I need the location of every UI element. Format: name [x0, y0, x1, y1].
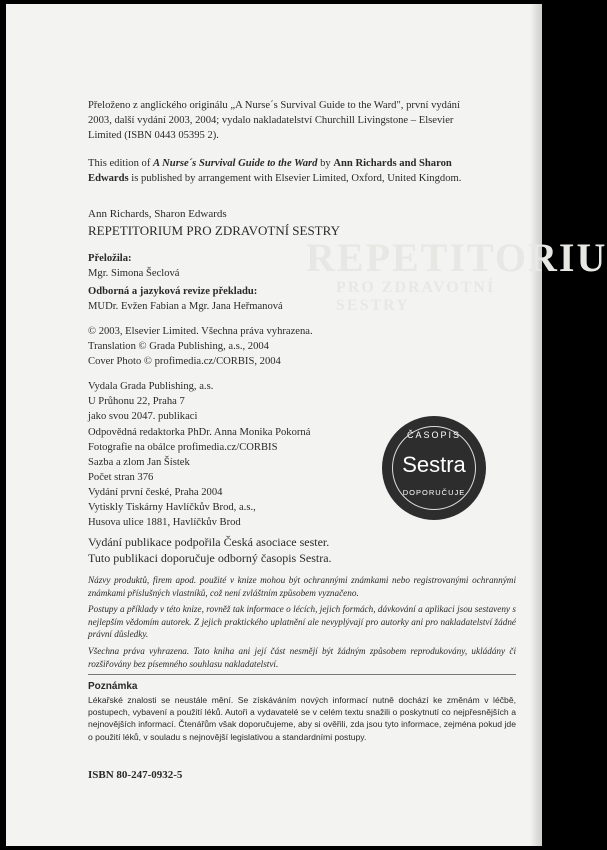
divider	[88, 674, 516, 675]
edition-statement	[88, 156, 516, 186]
reviewers-name: MUDr. Evžen Fabian a Mgr. Jana Heřmanová	[88, 301, 283, 312]
edition-text-3: is published by arrangement with Elsevier Limited, Oxford, United Kingdom.	[128, 173, 462, 184]
publisher-line-1: Vydala Grada Publishing, a.s.	[88, 381, 214, 392]
note-heading: Poznámka	[88, 681, 138, 692]
badge-mid-text: Sestra	[402, 452, 466, 477]
show-through-title: REPETITORIU	[306, 235, 607, 280]
book-heading	[88, 207, 516, 239]
isbn: ISBN 80-247-0932-5	[88, 769, 183, 781]
intro-line-1: Přeloženo z anglického originálu „A Nurse´s Survival Guide to the Ward", první vydání	[88, 100, 460, 111]
production-line-4: Počet stran 376	[88, 472, 154, 483]
production-line-2: Fotografie na obálce profimedia.cz/CORBIS	[88, 442, 278, 453]
edition-text-2: by	[317, 158, 334, 169]
page-edge-shadow	[530, 4, 542, 846]
edition-authors-2: Edwards	[88, 173, 129, 184]
publisher-line-2: U Průhonu 22, Praha 7	[88, 396, 185, 407]
show-through-subtitle: PRO ZDRAVOTNÍ SESTRY	[336, 279, 496, 314]
copyright-line-3: Cover Photo © profimedia.cz/CORBIS, 2004	[88, 356, 281, 367]
legal-liability: Postupy a příklady v této knize, rovněž tak informace o lécích, jejich formách, dávkování a aplikaci jsou sestaveny s nejlepším vědomím autorek. Z jejich praktického uplatnění ale nevyplývají pro autorky ani pro nakladatelství žádné právní důsledky.	[88, 604, 516, 640]
translator-block	[88, 251, 516, 314]
production-line-1: Odpovědná redaktorka PhDr. Anna Monika Pokorná	[88, 427, 311, 438]
legal-block	[88, 574, 516, 670]
support-line-2: Tuto publikaci doporučuje odborný časopis Sestra.	[88, 551, 332, 565]
support-line-1: Vydání publikace podpořila Česká asociace sester.	[88, 535, 330, 549]
badge-top-text: ČASOPIS	[406, 430, 461, 440]
production-line-5: Vydání první české, Praha 2004	[88, 487, 223, 498]
original-edition-note	[88, 98, 516, 143]
sestra-badge-logo	[382, 416, 486, 520]
book-page	[6, 4, 607, 846]
badge-bottom-text: DOPORUČUJE	[402, 488, 466, 497]
support-block	[88, 534, 516, 566]
edition-title: A Nurse´s Survival Guide to the Ward	[153, 158, 318, 169]
translator-label: Přeložila:	[88, 253, 132, 264]
book-authors: Ann Richards, Sharon Edwards	[88, 208, 227, 220]
book-title: REPETITORIUM PRO ZDRAVOTNÍ SESTRY	[88, 223, 340, 238]
intro-line-2: 2003, další vydání 2003, 2004; vydalo nakladatelství Churchill Livingstone – Elsevier	[88, 115, 454, 126]
edition-text-1: This edition of	[88, 158, 154, 169]
legal-rights: Všechna práva vyhrazena. Tato kniha ani její část nesmějí být žádným způsobem reprodukovány, ukládány či rozšiřovány bez písemného souhlasu nakladatelství.	[88, 645, 516, 669]
production-line-3: Sazba a zlom Jan Šístek	[88, 457, 190, 468]
production-line-6: Vytiskly Tiskárny Havlíčkův Brod, a.s.,	[88, 502, 256, 513]
legal-trademarks: Názvy produktů, firem apod. použité v knize mohou být ochrannými známkami nebo registrovanými ochrannými známkami příslušných vlastníků, což není zvláštním způsobem vyznačeno.	[88, 575, 516, 598]
copyright-line-2: Translation © Grada Publishing, a.s., 2004	[88, 341, 269, 352]
copyright-block	[88, 324, 516, 369]
publisher-line-3: jako svou 2047. publikaci	[88, 411, 198, 422]
production-line-7: Husova ulice 1881, Havlíčkův Brod	[88, 517, 241, 528]
intro-line-3: Limited (ISBN 0443 05395 2).	[88, 130, 219, 141]
copyright-line-1: © 2003, Elsevier Limited. Všechna práva vyhrazena.	[88, 326, 313, 337]
translator-name: Mgr. Simona Šeclová	[88, 268, 180, 279]
review-label: Odborná a jazyková revize překladu:	[88, 286, 258, 297]
note-body: Lékařské znalosti se neustále mění. Se získáváním nových informací nutně dochází ke změnám v léčbě, postupech, vybavení a použití léků. Autoři a vydavatelé se v celém textu snažili o poskytnutí co nejpřesnějších a nejnovějších informací. Čtenářům však doporučujeme, aby si ověřili, zda jsou tyto informace, zejména pokud jde o použití léků, v souladu s nejnovější legislativou a standardními postupy.	[88, 695, 516, 742]
edition-authors: Ann Richards and Sharon	[333, 158, 452, 169]
publisher-block	[88, 379, 516, 424]
note-block	[88, 680, 516, 743]
